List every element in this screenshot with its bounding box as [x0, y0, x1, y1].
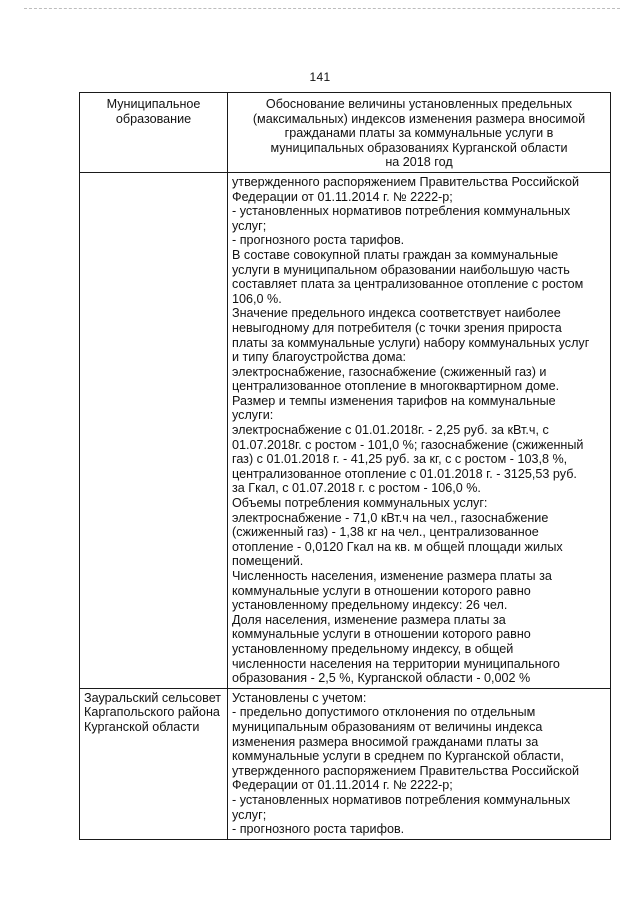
text-line: услуги: — [232, 408, 274, 423]
header-municipality — [80, 93, 228, 173]
text-line: Федерации от 01.11.2014 г. № 2222-р; — [232, 778, 453, 793]
header-justification — [228, 93, 611, 173]
top-scan-rule — [24, 8, 620, 9]
text-line: коммунальные услуги в отношении которого равно — [232, 583, 531, 598]
text-line: коммунальные услуги в среднем по Курганской области, — [232, 749, 564, 764]
text-line: - предельно допустимого отклонения по отдельным — [232, 705, 536, 720]
text-line: услуг; — [232, 807, 267, 822]
text-line: составляет плата за централизованное отопление с ростом — [232, 277, 584, 292]
municipality-line: Каргапольского района — [84, 705, 220, 720]
text-line: платы за коммунальные услуги) набору коммунальных услуг — [232, 335, 590, 350]
text-line: помещений. — [232, 554, 304, 569]
text-line: и типу благоустройства дома: — [232, 350, 407, 365]
municipality-line: Курганской области — [84, 719, 200, 734]
text-line: утвержденного распоряжением Правительства Российской — [232, 174, 580, 189]
text-line: Размер и темпы изменения тарифов на коммунальные — [232, 393, 556, 408]
municipality-line: Зауральский сельсовет — [84, 690, 222, 705]
table-row — [80, 172, 611, 688]
justification-cell — [228, 172, 611, 688]
text-line: коммунальные услуги в отношении которого равно — [232, 627, 531, 642]
page-number: 141 — [309, 70, 331, 84]
text-line: Установлены с учетом: — [232, 690, 367, 705]
text-line: - установленных нормативов потребления коммунальных — [232, 792, 571, 807]
text-line: - установленных нормативов потребления коммунальных — [232, 204, 571, 219]
header-justification-line: (максимальных) индексов изменения размера вносимой — [252, 111, 586, 126]
tariff-index-table — [79, 92, 611, 840]
text-line: изменения размера вносимой гражданами платы за — [232, 734, 539, 749]
header-justification-line: гражданами платы за коммунальные услуги в — [284, 126, 554, 141]
text-line: (сжиженный газ) - 1,38 кг на чел., централизованное — [232, 525, 539, 540]
text-line: централизованное отопление с 01.01.2018 г. - 3125,53 руб. — [232, 466, 577, 481]
text-line: Значение предельного индекса соответствует наиболее — [232, 306, 561, 321]
text-line: централизованное отопление в многоквартирном доме. — [232, 379, 560, 394]
text-line: - прогнозного роста тарифов. — [232, 233, 405, 248]
text-line: электроснабжение, газоснабжение (сжиженный газ) и — [232, 364, 547, 379]
text-line: Объемы потребления коммунальных услуг: — [232, 496, 488, 511]
text-line: численности населения на территории муниципального — [232, 656, 560, 671]
text-line: газ) с 01.01.2018 г. - 41,25 руб. за кг, с с ростом - 103,8 %, — [232, 452, 568, 467]
header-municipality-line: Муниципальное — [106, 97, 201, 111]
text-line: отопление - 0,0120 Гкал на кв. м общей площади жилых — [232, 539, 563, 554]
text-line: электроснабжение - 71,0 кВт.ч на чел., газоснабжение — [232, 510, 549, 525]
municipality-cell — [80, 172, 228, 688]
text-line: В составе совокупной платы граждан за коммунальные — [232, 247, 559, 262]
text-line: муниципальным образованиям от величины индекса — [232, 719, 543, 734]
text-line: невыгодному для потребителя (с точки зрения прироста — [232, 320, 562, 335]
text-line: электроснабжение с 01.01.2018г. - 2,25 руб. за кВт.ч, с — [232, 423, 549, 438]
text-line: - прогнозного роста тарифов. — [232, 822, 405, 837]
text-line: 106,0 %. — [232, 291, 282, 306]
table-row — [80, 688, 611, 839]
municipality-cell — [80, 688, 228, 839]
text-line: за Гкал, с 01.07.2018 г. с ростом - 106,0 %. — [232, 481, 481, 496]
header-justification-line: на 2018 год — [385, 155, 453, 170]
text-line: услуг; — [232, 218, 267, 233]
header-municipality-line: образование — [115, 111, 192, 126]
text-line: услуги в муниципальном образовании наибольшую часть — [232, 262, 570, 277]
text-line: 01.07.2018г. с ростом - 101,0 %; газоснабжение (сжиженный — [232, 437, 584, 452]
text-line: установленному предельному индексу: 26 чел. — [232, 598, 508, 613]
justification-cell — [228, 688, 611, 839]
text-line: Численность населения, изменение размера платы за — [232, 569, 552, 583]
text-line: Федерации от 01.11.2014 г. № 2222-р; — [232, 189, 453, 204]
text-line: установленному предельному индексу, в общей — [232, 641, 514, 656]
text-line: утвержденного распоряжением Правительства Российской — [232, 763, 580, 778]
text-line: образования - 2,5 %, Курганской области - 0,002 % — [232, 671, 531, 686]
header-justification-line: муниципальных образованиях Курганской области — [270, 140, 568, 155]
text-line: Доля населения, изменение размера платы за — [232, 612, 506, 627]
table-header-row — [80, 93, 611, 173]
header-justification-line: Обоснование величины установленных предельных — [265, 97, 573, 111]
